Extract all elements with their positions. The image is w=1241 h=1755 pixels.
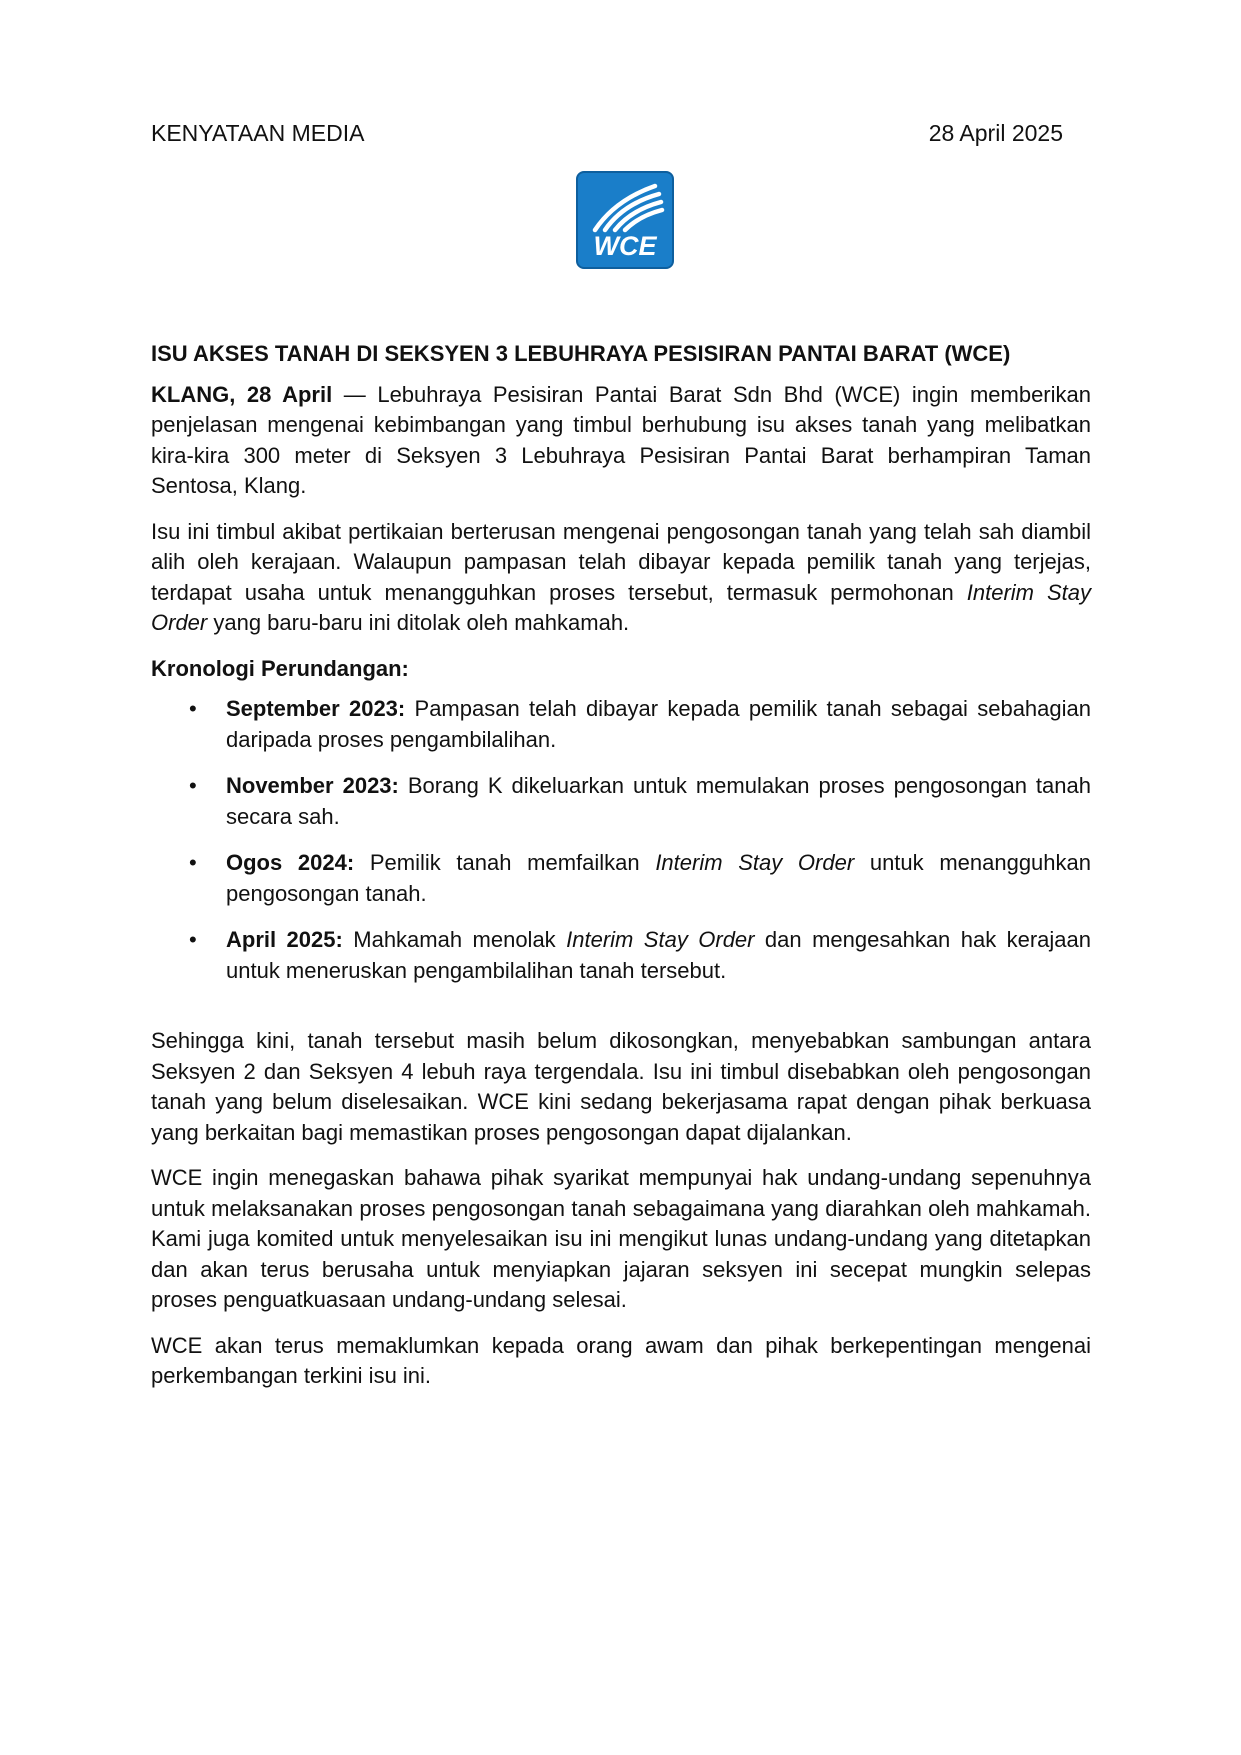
chronology-text: Mahkamah menolak xyxy=(342,927,567,952)
list-item xyxy=(151,848,1091,909)
chronology-italic: Interim Stay Order xyxy=(655,850,855,875)
closing-paragraph: WCE akan terus memaklumkan kepada orang awam dan pihak berkepentingan mengenai perkembangan terkini isu ini. xyxy=(151,1332,1091,1388)
bullet-icon: • xyxy=(189,773,197,798)
context-italic: Interim Stay Order xyxy=(151,579,1091,635)
document-type-label: KENYATAAN MEDIA xyxy=(151,120,365,146)
bullet-icon: • xyxy=(189,850,197,875)
chronology-text: Pemilik tanah memfailkan xyxy=(354,850,656,875)
context-text: Isu ini timbul akibat pertikaian berterusan mengenai pengosongan tanah yang telah sah diambil alih oleh kerajaan. Walaupun pampasan telah dibayar kepada pemilik tanah yang terjejas, terdapat usaha untuk menangguhkan proses tersebut, termasuk permohonan xyxy=(151,518,1091,605)
chronology-list xyxy=(151,694,1091,986)
intro-text: — Lebuhraya Pesisiran Pantai Barat Sdn Bhd (WCE) ingin memberikan penjelasan mengenai kebimbangan yang timbul berhubung isu akses tanah yang melibatkan kira-kira 300 meter di Seksyen 3 Lebuhraya Pesisiran Pantai Barat berhampiran Taman Sentosa, Klang. xyxy=(151,381,1091,498)
bullet-icon: • xyxy=(189,927,197,952)
context-text-end: yang baru-baru ini ditolak oleh mahkamah. xyxy=(207,610,630,635)
chronology-text-end: untuk menangguhkan pengosongan tanah. xyxy=(226,850,1092,906)
list-item xyxy=(151,694,1091,755)
header xyxy=(151,118,1091,148)
release-date: 28 April 2025 xyxy=(928,120,1063,146)
chronology-italic: Interim Stay Order xyxy=(566,927,755,952)
intro-paragraph xyxy=(151,380,1091,502)
bullet-icon: • xyxy=(189,696,197,721)
status-paragraph: Sehingga kini, tanah tersebut masih belum dikosongkan, menyebabkan sambungan antara Seksyen 2 dan Seksyen 4 lebuh raya tergendala. Isu ini timbul disebabkan oleh pengosongan tanah yang belum diselesaikan. WCE kini sedang bekerjasama rapat dengan pihak berkuasa yang berkaitan bagi memastikan proses pengosongan dapat dijalankan. xyxy=(151,1028,1091,1145)
headline: ISU AKSES TANAH DI SEKSYEN 3 LEBUHRAYA PESISIRAN PANTAI BARAT (WCE) xyxy=(151,341,1011,366)
chronology-date: Ogos 2024: xyxy=(226,850,355,875)
chronology-heading: Kronologi Perundangan: xyxy=(151,655,409,681)
wce-logo xyxy=(575,170,675,270)
spacer xyxy=(151,1002,1091,1026)
list-item xyxy=(151,925,1091,986)
logo-text: WCE xyxy=(593,231,657,261)
chronology-text-end: dan mengesahkan hak kerajaan untuk meneruskan pengambilalihan tanah tersebut. xyxy=(226,927,1092,983)
chronology-text: Pampasan telah dibayar kepada pemilik tanah sebagai sebahagian daripada proses pengambilalihan. xyxy=(226,696,1091,752)
chronology-text: Borang K dikeluarkan untuk memulakan proses pengosongan tanah secara sah. xyxy=(226,773,1091,829)
context-paragraph xyxy=(151,517,1091,639)
dateline: KLANG, 28 April xyxy=(151,381,333,407)
chronology-date: November 2023: xyxy=(226,773,399,798)
body-content xyxy=(151,339,1091,1407)
chronology-date: April 2025: xyxy=(226,927,343,952)
rights-paragraph: WCE ingin menegaskan bahawa pihak syarikat mempunyai hak undang-undang sepenuhnya untuk melaksanakan proses pengosongan tanah sebagaimana yang diarahkan oleh mahkamah. Kami juga komited untuk menyelesaikan isu ini mengikut lunas undang-undang yang ditetapkan dan akan terus berusaha untuk menyiapkan jajaran seksyen ini secepat mungkin selepas proses penguatkuasaan undang-undang selesai. xyxy=(151,1165,1091,1312)
chronology-date: September 2023: xyxy=(226,696,406,721)
list-item xyxy=(151,771,1091,832)
